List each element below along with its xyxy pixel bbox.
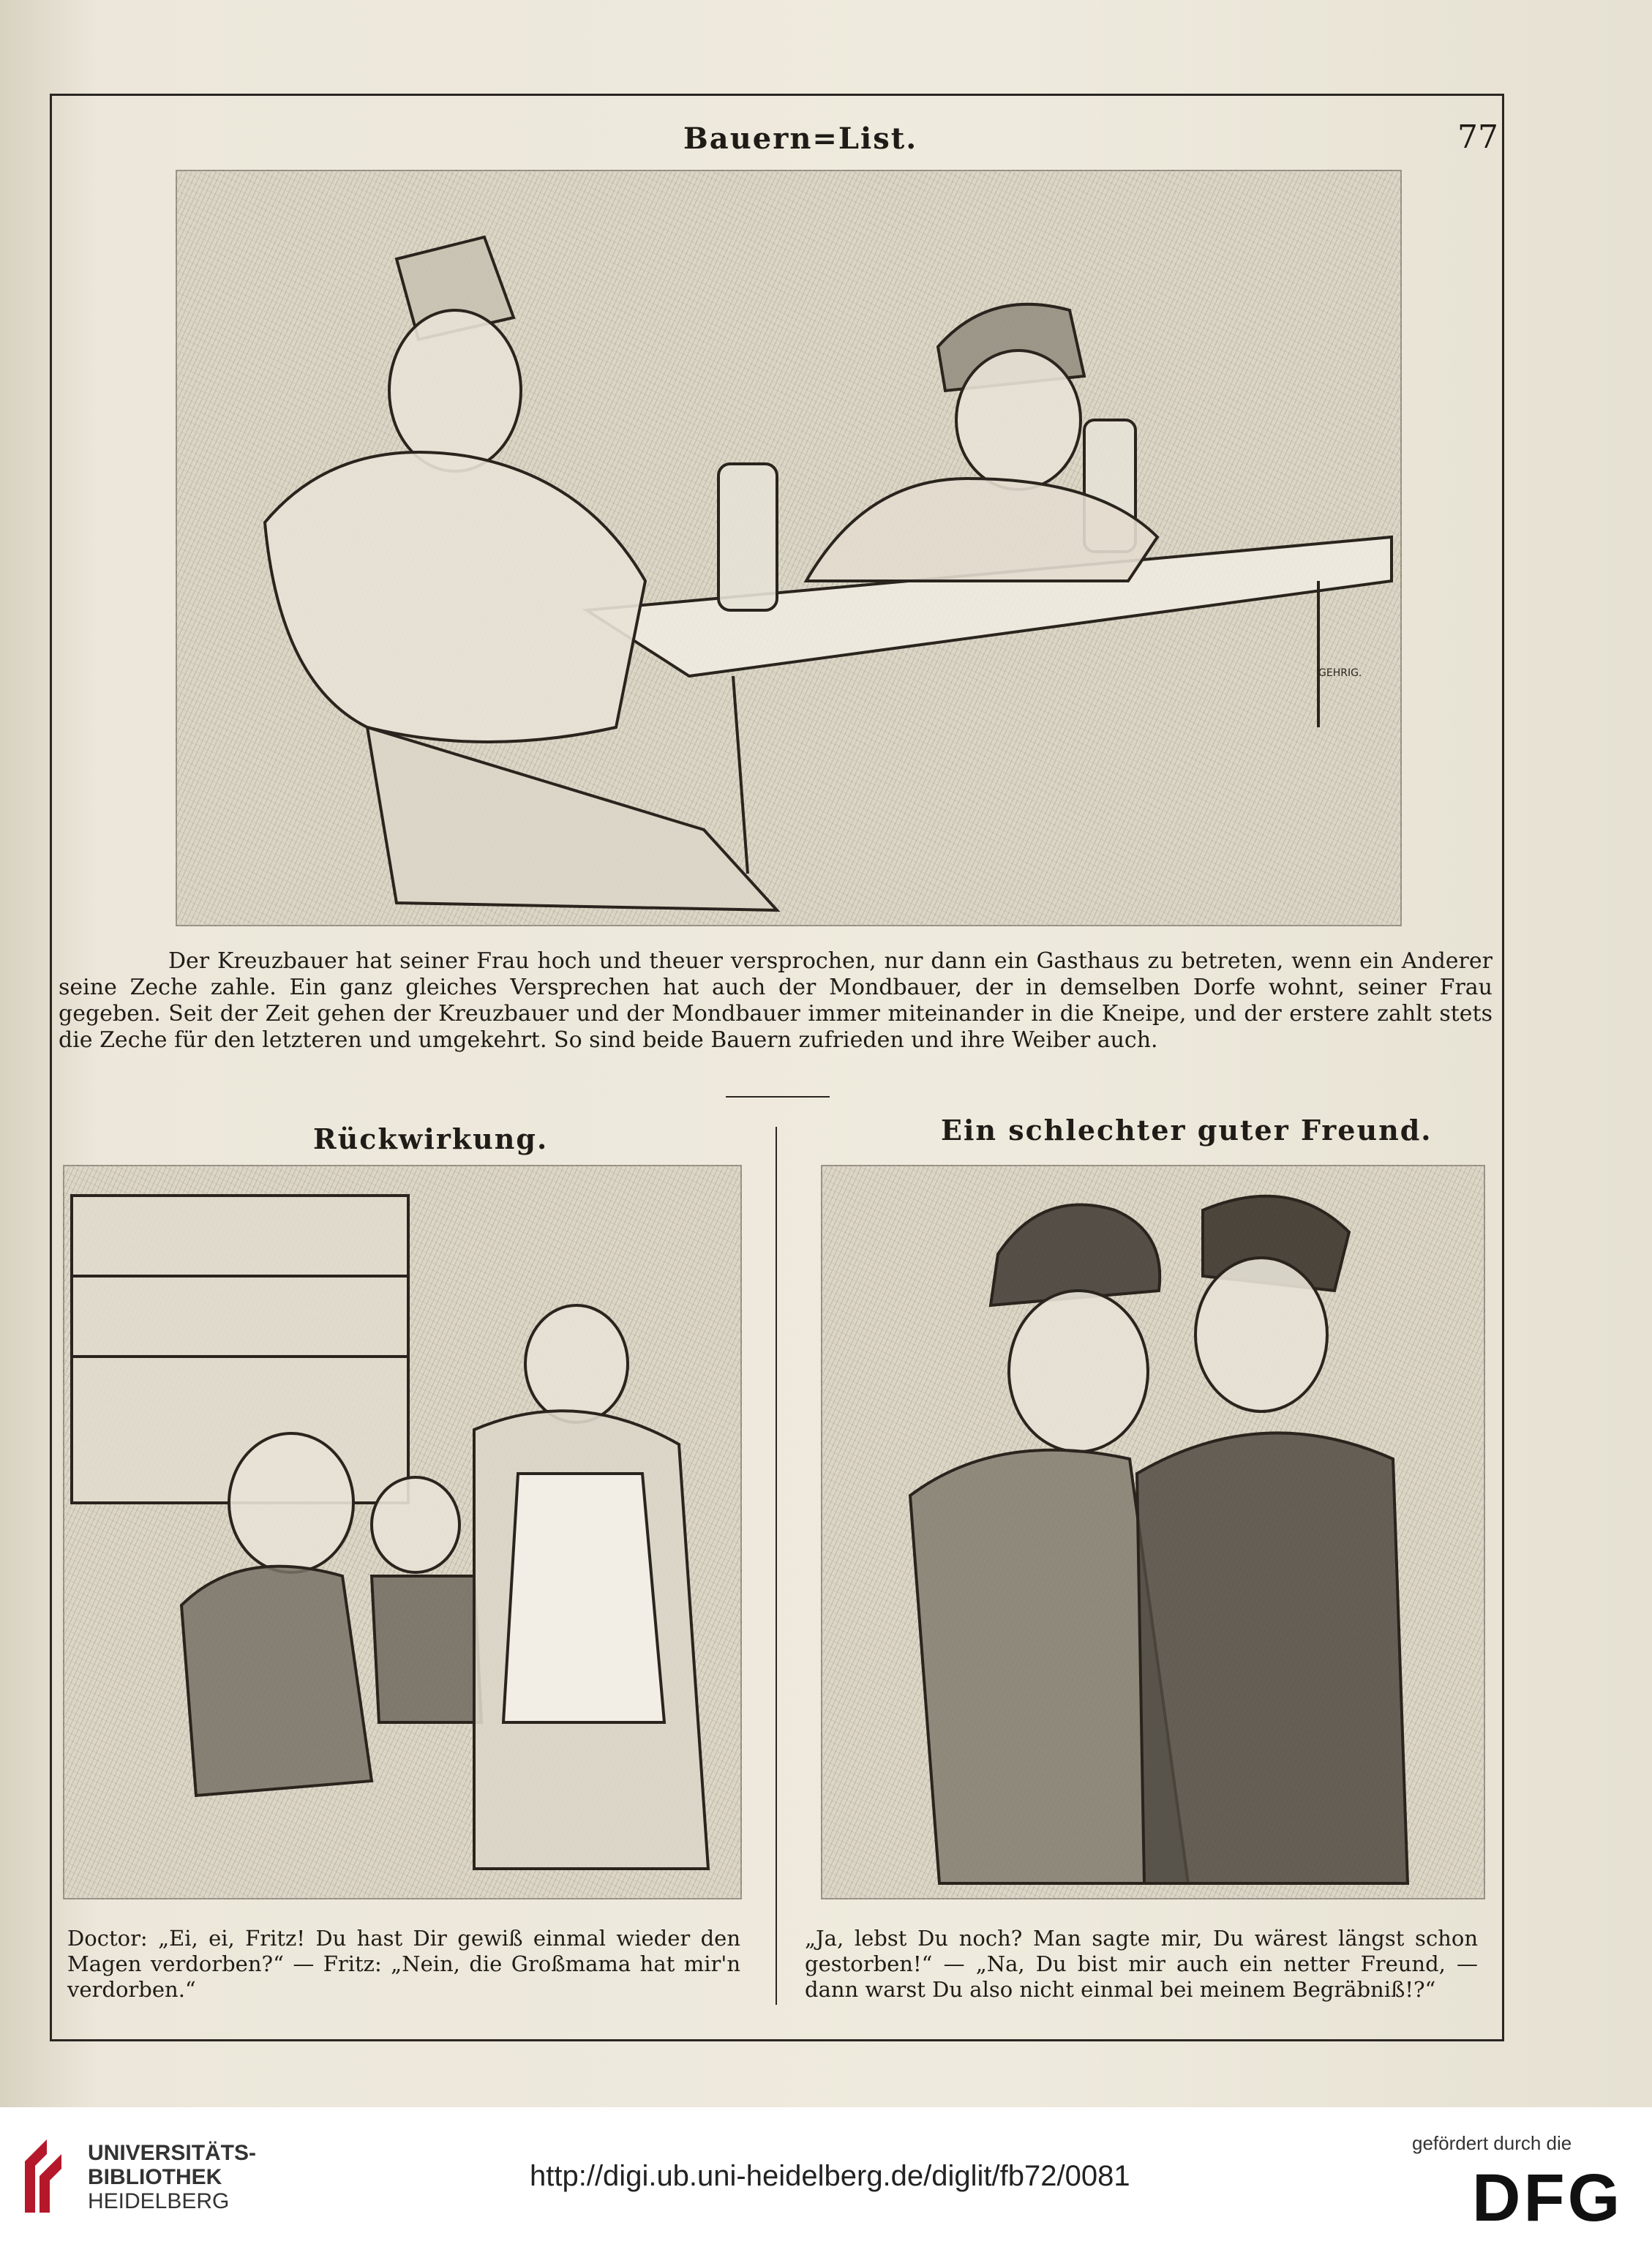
cupboard bbox=[72, 1196, 408, 1503]
left-cartoon-title: Rückwirkung. bbox=[313, 1122, 549, 1155]
library-name-line-3: HEIDELBERG bbox=[88, 2189, 230, 2213]
column-rule bbox=[776, 1127, 777, 2005]
right-cartoon-caption: „Ja, lebst Du noch? Man sagte mir, Du wärest längst schon gestorben!“ — „Na, Du bist mir auch ein netter Freund, — dann warst Du also nicht einmal bei meinem Begräbniß!?“ bbox=[805, 1926, 1478, 2002]
section-divider bbox=[726, 1096, 830, 1098]
right-peasant-head bbox=[956, 350, 1081, 489]
doctor-coat bbox=[181, 1567, 372, 1796]
top-anecdote-text: Der Kreuzbauer hat seiner Frau hoch und theuer versprochen, nur dann ein Gasthaus zu betreten, wenn ein Anderer seine Zeche zahle. Ein ganz gleiches Versprechen hat auch der Mondbauer, der in demselben Dorfe wohnt, seiner Frau gegeben. Seit der Zeit gehen der Kreuzbauer und der Mondbauer immer miteinander in die Kneipe, und der erstere zahlt stets die Zeche für den letzteren und umgekehrt. So sind beide Bauern zufrieden und ihre Weiber auch. bbox=[59, 948, 1493, 1053]
doctor-head bbox=[229, 1433, 353, 1572]
left-peasant-body bbox=[265, 452, 645, 742]
left-illustration bbox=[63, 1165, 742, 1899]
left-peasant-legs bbox=[367, 727, 777, 910]
page-number: 77 bbox=[1457, 119, 1498, 156]
right-cartoon-title: Ein schlechter guter Freund. bbox=[941, 1114, 1433, 1147]
grandmother-apron bbox=[503, 1474, 664, 1722]
left-peasant-head bbox=[389, 310, 521, 471]
top-illustration bbox=[176, 170, 1402, 926]
dfg-logo: DFG bbox=[1472, 2161, 1623, 2235]
funded-by-label: gefördert durch die bbox=[1412, 2132, 1572, 2154]
boy-body bbox=[372, 1576, 481, 1722]
right-man-head bbox=[1195, 1258, 1327, 1411]
right-man-coat bbox=[1137, 1433, 1408, 1883]
doctor-scene-drawing bbox=[64, 1166, 740, 1898]
left-man-head bbox=[1009, 1291, 1148, 1452]
left-cartoon-caption: Doctor: „Ei, ei, Fritz! Du hast Dir gewiß einmal wieder den Magen verdorben?“ — Fritz: „Nein, die Großmama hat mir'n verdorben.“ bbox=[67, 1926, 740, 2002]
top-cartoon-title: Bauern=List. bbox=[683, 121, 918, 156]
tavern-scene-drawing bbox=[177, 171, 1400, 925]
beer-mug-left bbox=[718, 464, 777, 610]
university-library-logo-icon bbox=[18, 2132, 72, 2214]
library-name-line-1: UNIVERSITÄTS- bbox=[88, 2141, 257, 2165]
library-footer bbox=[0, 2107, 1652, 2247]
university-library-name bbox=[88, 2141, 256, 2213]
boy-head bbox=[372, 1477, 459, 1572]
right-illustration bbox=[821, 1165, 1485, 1899]
library-name-line-2: BIBLIOTHEK bbox=[88, 2165, 222, 2189]
engraver-mark: GEHRIG. bbox=[1318, 667, 1362, 679]
friends-scene-drawing bbox=[822, 1166, 1484, 1898]
permalink-url[interactable]: http://digi.ub.uni-heidelberg.de/diglit/fb72/0081 bbox=[530, 2160, 1130, 2192]
grandmother-head bbox=[525, 1305, 628, 1422]
